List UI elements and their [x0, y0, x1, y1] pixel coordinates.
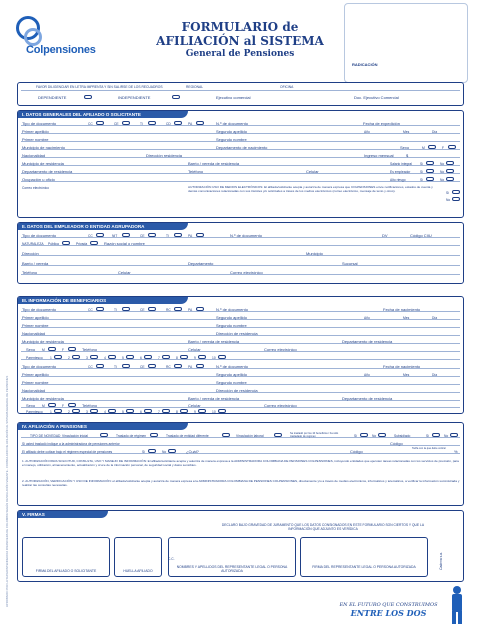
ben2-par-option-8[interactable]: [180, 409, 188, 413]
doc-option-pa[interactable]: [196, 121, 204, 125]
ben2-dia: Día: [432, 373, 438, 377]
cual-label: ¿Cuál?: [186, 449, 199, 454]
regimen-si-option[interactable]: [148, 449, 156, 453]
doc-code-pa: PA: [188, 122, 193, 126]
autorizacion-si-option[interactable]: [452, 190, 460, 194]
autorizacion-no-option[interactable]: [452, 197, 460, 201]
ben1-correo-label: Correo electrónico: [264, 347, 297, 352]
ben1-telefono-label: Teléfono: [82, 347, 98, 352]
ben2-doc-option-rc[interactable]: [174, 364, 182, 368]
naturaleza-label: NATURALEZA: [22, 242, 44, 246]
ben1-par-8: 8: [176, 356, 178, 360]
sexo-label: Sexo: [400, 145, 410, 150]
section-afiliado-title: I. DATOS GENERALES DEL AFILIADO O SOLICITANTE: [18, 111, 188, 118]
ben1-doc-option-ce[interactable]: [148, 307, 156, 311]
riesgo-si-option[interactable]: [426, 177, 434, 181]
muni-res-label: Municipio de residencia: [22, 161, 64, 166]
section-afiliacion-title: IV. AFILIACIÓN A PENSIONES: [18, 423, 188, 430]
primer-apellido-label: Primer apellido: [22, 129, 49, 134]
ben2-doc-option-cc[interactable]: [96, 364, 104, 368]
section-empleador: [17, 222, 464, 284]
ben2-par-option-9[interactable]: [198, 409, 206, 413]
traslado-ent-option[interactable]: [222, 433, 230, 437]
ben1-par-option-6[interactable]: [144, 355, 152, 359]
ben2-muni-label: Municipio de residencia: [22, 396, 64, 401]
regimen-si-label: Sí: [142, 450, 146, 454]
doc-code-cd: CD: [166, 122, 171, 126]
ben1-nacionalidad-label: Nacionalidad: [22, 331, 46, 336]
ben2-direccion-label: Dirección de residencia: [216, 388, 258, 393]
top-info-box: [17, 82, 464, 106]
emp-doc-option-ti[interactable]: [174, 233, 182, 237]
side-approval-text: [2, 290, 10, 620]
emp-depto-label: Departamento: [188, 261, 214, 266]
ben2-parentesco-label: Parentesco: [26, 410, 43, 414]
ben1-direccion-label: Dirección de residencia: [216, 331, 258, 336]
firma-afiliado-label: FIRMA DEL AFILIADO O SOLICITANTE: [35, 569, 97, 573]
ben1-doc-cc: CC: [88, 308, 93, 312]
emp-doc-cc: CC: [88, 234, 93, 238]
ben1-par-5: 5: [122, 356, 124, 360]
ben2-doc-option-ce[interactable]: [148, 364, 156, 368]
ben1-celular-label: Celular: [188, 347, 201, 352]
alto-riesgo-label: Alto riesgo: [390, 178, 406, 182]
ben2-telefono-label: Teléfono: [82, 403, 98, 408]
emp-doc-ti: TI: [166, 234, 169, 238]
ben1-par-3: 3: [86, 356, 88, 360]
ben2-par-10: 10: [212, 410, 216, 414]
nombre-rep-label: NOMBRES Y APELLIDOS DEL REPRESENTANTE LEGAL O PERSONA AUTORIZADA: [176, 565, 288, 573]
ben2-celular-label: Celular: [188, 403, 201, 408]
ben2-apellido2-label: Segundo apellido: [216, 372, 247, 377]
ben1-par-option-5[interactable]: [126, 355, 134, 359]
barrio-label: Barrio / vereda de residencia: [188, 161, 240, 166]
ben1-f-label: F: [62, 348, 65, 352]
sexo-f-label: F: [442, 146, 445, 150]
section-afiliacion: [17, 422, 464, 506]
ben2-tipo-doc-label: Tipo de documento: [22, 364, 57, 369]
autorizacion-info-1: 1. AUTORIZACIÓN PARA SOLICITUD, CONSULTA, USO Y MANEJO DE INFORMACIÓN: El afiliado/solicitante acepta y autoriza de manera expresa a la ADMINISTRADORA COLOMBIANA DE PENSIONES COLPENSIONES, incluyendo entidades que ejecuten tareas relacionadas con los servicios de previsión, para el manejo, utilización, almacenamiento, actualización y cruce de la información personal, de seguridad social y datos sensibles.: [22, 459, 459, 467]
ben1-doc-option-ti[interactable]: [122, 307, 130, 311]
emp-municipio-label: Municipio: [306, 251, 323, 256]
ben1-f-option[interactable]: [68, 347, 76, 351]
ben1-nombre1-label: Primer nombre: [22, 323, 49, 328]
ben2-doc-ce: CE: [140, 365, 145, 369]
subsidiado-no-option[interactable]: [450, 433, 458, 437]
ben1-apellido1-label: Primer apellido: [22, 315, 49, 320]
dependiente-option[interactable]: [84, 95, 92, 99]
oficina-label: OFICINA: [280, 85, 294, 89]
ben2-depto-label: Departamento de residencia: [342, 396, 393, 401]
ben1-par-1: 1: [50, 356, 52, 360]
ben2-par-7: 7: [158, 410, 160, 414]
ben1-par-4: 4: [104, 356, 106, 360]
emp-n-doc-label: N.º de documento: [230, 233, 262, 238]
direccion-label: Dirección residencia: [146, 153, 183, 158]
ben2-par-option-1[interactable]: [54, 409, 62, 413]
emp-ciiu-label: Código CIIU: [410, 233, 432, 238]
emp-dv-label: DV: [382, 233, 388, 238]
ben1-apellido2-label: Segundo apellido: [216, 315, 247, 320]
ben2-doc-option-ti[interactable]: [122, 364, 130, 368]
emp-doc-nit: NIT: [112, 234, 118, 238]
trasladado-question: Si usted trasladó indique a la administradora de pensiones anterior: [22, 442, 120, 446]
vinc-laboral-label: Vinculación laboral: [236, 434, 264, 438]
riesgo-si-label: Sí: [420, 178, 424, 182]
emp-doc-pa: PA: [188, 234, 193, 238]
ben2-par-9: 9: [194, 410, 196, 414]
subsidiado-si-option[interactable]: [432, 433, 440, 437]
ben1-fecha-label: Fecha de nacimiento: [383, 307, 421, 312]
doc-code-ti: TI: [140, 122, 143, 126]
segundo-apellido-label: Segundo apellido: [216, 129, 247, 134]
autorizacion-info-2: 2. AUTORIZACIÓN, VERIFICACIÓN Y USO DE INFORMACIÓN: el afiliado/solicitante acepta y autoriza de manera expresa a la ADMINISTRADORA COLOMBIANA DE PENSIONES COLPENSIONES, directamente y/o a través de medios electrónicos, informáticos y telemáticos, a verificar la información suministrada y realizar las consultas necesarias.: [22, 479, 460, 487]
ben2-par-option-7[interactable]: [162, 409, 170, 413]
subsidiado-label: Subsidiado: [394, 434, 411, 438]
brand-name: Colpensiones: [26, 44, 96, 56]
emp-celular-label: Celular: [118, 270, 131, 275]
segundo-nombre-label: Segundo nombre: [216, 137, 247, 142]
ben2-fecha-label: Fecha de nacimiento: [383, 364, 421, 369]
ben2-par-6: 6: [140, 410, 142, 414]
regimen-no-option[interactable]: [168, 449, 176, 453]
ben2-par-option-2[interactable]: [72, 409, 80, 413]
ben1-nombre2-label: Segundo nombre: [216, 323, 247, 328]
footer-line2: ENTRE LOS DOS: [350, 608, 427, 618]
ben2-doc-option-pa[interactable]: [196, 364, 204, 368]
doc-option-cd[interactable]: [174, 121, 182, 125]
ben2-mes: Mes: [403, 373, 410, 377]
ben2-par-option-6[interactable]: [144, 409, 152, 413]
section-firmas-title: V. FIRMAS: [18, 511, 108, 518]
doc-option-cc[interactable]: [96, 121, 104, 125]
ben2-par-option-5[interactable]: [126, 409, 134, 413]
ben2-doc-cc: CC: [88, 365, 93, 369]
ben2-par-option-3[interactable]: [90, 409, 98, 413]
dia-label: Día: [432, 130, 438, 134]
ben2-apellido1-label: Primer apellido: [22, 372, 49, 377]
radicacion-box[interactable]: [344, 3, 468, 83]
emp-barrio-label: Barrio / vereda: [22, 261, 49, 266]
salario-si-label: Sí: [420, 162, 424, 166]
ben1-doc-ti: TI: [114, 308, 117, 312]
ben2-par-3: 3: [86, 410, 88, 414]
ben1-barrio-label: Barrio / vereda de residencia: [188, 339, 240, 344]
ingreso-label: Ingreso mensual: [364, 153, 394, 158]
independiente-label: INDEPENDIENTE: [118, 95, 151, 100]
ben1-m-label: M: [42, 348, 45, 352]
form-title: [140, 20, 340, 59]
traslado-no-option[interactable]: [378, 433, 386, 437]
title-line1: FORMULARIO de AFILIACIÓN al SISTEMA: [156, 20, 324, 48]
ben2-par-5: 5: [122, 410, 124, 414]
doc-ejecutivo-label: Doc. Ejecutivo Comercial: [354, 95, 399, 100]
vinculacion-option[interactable]: [100, 433, 108, 437]
ben2-f-label: F: [62, 404, 65, 408]
section-firmas: [17, 510, 464, 582]
ben1-par-option-7[interactable]: [162, 355, 170, 359]
ben1-par-9: 9: [194, 356, 196, 360]
ben1-par-7: 7: [158, 356, 160, 360]
publica-option[interactable]: [62, 241, 70, 245]
sexo-m-option[interactable]: [428, 145, 436, 149]
publica-label: Pública: [48, 242, 59, 246]
emp-doc-ce: CE: [140, 234, 145, 238]
sexo-m-label: M: [422, 146, 425, 150]
ben1-m-option[interactable]: [48, 347, 56, 351]
ben1-doc-option-rc[interactable]: [174, 307, 182, 311]
ben1-tipo-doc-label: Tipo de documento: [22, 307, 57, 312]
ben2-par-option-10[interactable]: [218, 409, 226, 413]
empleador-si-option[interactable]: [426, 169, 434, 173]
doc-option-ce[interactable]: [122, 121, 130, 125]
ben1-par-option-4[interactable]: [108, 355, 116, 359]
subsidiado-no-label: No: [444, 434, 449, 438]
ejecutivo-label: Ejecutivo comercial: [216, 95, 251, 100]
codigo-label-2: Código: [350, 449, 363, 454]
empleador-si-label: Sí: [420, 170, 424, 174]
print-note: FAVOR DILIGENCIAR EN LETRA IMPRENTA Y SIN SALIRSE DE LOS RECUADROS: [36, 85, 163, 89]
dependiente-label: DEPENDIENTE: [38, 95, 67, 100]
privada-label: Privada: [76, 242, 88, 246]
ben2-anio: Año: [364, 373, 370, 377]
ben1-sexo-label: Sexo: [26, 347, 36, 352]
regional-label: REGIONAL: [186, 85, 204, 89]
title-line2: General de Pensiones: [185, 49, 295, 59]
emp-tipo-doc-label: Tipo de documento: [22, 233, 57, 238]
ben1-depto-label: Departamento de residencia: [342, 339, 393, 344]
empleador-no-label: No: [440, 170, 445, 174]
vinculacion-label: Vinculación inicial: [62, 434, 88, 438]
se-traslado-label: Se trasladó por los 10 beneficios / ha sido trasladado de régimen: [290, 432, 339, 438]
doc-option-ti[interactable]: [148, 121, 156, 125]
ben2-correo-label: Correo electrónico: [264, 403, 297, 408]
ben2-f-option[interactable]: [68, 403, 76, 407]
person-icon: [447, 586, 467, 624]
section-empleador-title: II. DATOS DEL EMPLEADOR O ENTIDAD AGRUPADORA: [18, 223, 188, 230]
ben1-doc-rc: RC: [166, 308, 171, 312]
subsidiado-si-label: Sí: [426, 434, 430, 438]
autorizacion-medios: AUTORIZACIÓN USO DE MEDIOS ELECTRÓNICOS: El afiliado/solicitante acepta y autoriza de manera expresa que COLPENSIONES envíe notificaciones, estados de cuenta y demás comunicaciones relacionadas con sus trámites y/o solicitudes a través de los medios electrónicos (correo electrónico, mensaje de texto y otros).: [188, 185, 433, 193]
cedula-label: C.C.: [168, 557, 175, 561]
ben1-par-6: 6: [140, 356, 142, 360]
mes-label: Mes: [403, 130, 410, 134]
muni-nac-label: Municipio de nacimiento: [22, 145, 65, 150]
anio-label: Año: [364, 130, 370, 134]
depto-res-label: Departamento de residencia: [22, 169, 73, 174]
ben2-nombre1-label: Primer nombre: [22, 380, 49, 385]
codigo-label: Código: [390, 441, 403, 446]
telefono-label: Teléfono: [188, 169, 204, 174]
ben1-doc-pa: PA: [188, 308, 193, 312]
regimen-especial-question: El afiliado debe cotizar bajo el régimen especial de pensiones: [22, 450, 113, 454]
nacionalidad-label: Nacionalidad: [22, 153, 46, 158]
cadena-brand: Cadena s.a.: [438, 552, 443, 570]
n-doc-label: N.º de documento: [216, 121, 248, 126]
ben1-par-option-2[interactable]: [72, 355, 80, 359]
footer-slogan: [336, 602, 441, 618]
section-beneficiarios-title: III. INFORMACIÓN DE BENEFICIARIOS: [18, 297, 188, 304]
firma-rep-box[interactable]: [300, 537, 428, 577]
ben2-par-8: 8: [176, 410, 178, 414]
vinc-laboral-option[interactable]: [274, 433, 282, 437]
ben1-doc-ce: CE: [140, 308, 145, 312]
ben2-par-option-4[interactable]: [108, 409, 116, 413]
ben1-doc-option-pa[interactable]: [196, 307, 204, 311]
ben2-sexo-label: Sexo: [26, 403, 36, 408]
declaracion: DECLARO BAJO GRAVEDAD DE JURAMENTO QUE LOS DATOS CONSIGNADOS EN ESTE FORMULARIO SON CIERTOS Y QUE LA INFORMACIÓN QUE ADJUNTO ES VERÍDICA: [221, 523, 425, 531]
ben1-dia: Día: [432, 316, 438, 320]
ben2-par-2: 2: [68, 410, 70, 414]
ben1-par-option-10[interactable]: [218, 355, 226, 359]
emp-doc-option-nit[interactable]: [122, 233, 130, 237]
ben2-nacionalidad-label: Nacionalidad: [22, 388, 46, 393]
tipo-doc-label: Tipo de documento: [22, 121, 57, 126]
doc-code-ce: CE: [114, 122, 119, 126]
depto-nac-label: Departamento de nacimiento: [216, 145, 268, 150]
traslado-ent-label: Traslado de entidad diferente: [166, 434, 209, 438]
emp-sucursal-label: Sucursal: [342, 261, 358, 266]
tarifa-label: Tarifa con la que debe cotizar: [412, 447, 446, 450]
emp-doc-option-pa[interactable]: [196, 233, 204, 237]
privada-option[interactable]: [90, 241, 98, 245]
ben1-anio: Año: [364, 316, 370, 320]
ben2-par-4: 4: [104, 410, 106, 414]
firma-rep-label: FIRMA DEL REPRESENTANTE LEGAL O PERSONA AUTORIZADA: [312, 565, 416, 569]
ben1-par-option-1[interactable]: [54, 355, 62, 359]
traslado-no-label: No: [372, 434, 377, 438]
ocupacion-label: Ocupación u oficio: [22, 177, 55, 182]
ben1-mes: Mes: [403, 316, 410, 320]
pct-symbol: %: [454, 449, 458, 454]
ben2-nombre2-label: Segundo nombre: [216, 380, 247, 385]
salario-si-option[interactable]: [426, 161, 434, 165]
ingreso-symbol: $: [406, 153, 409, 158]
traslado-reg-option[interactable]: [150, 433, 158, 437]
riesgo-no-option[interactable]: [446, 177, 454, 181]
emp-doc-option-cc[interactable]: [96, 233, 104, 237]
ben1-par-option-8[interactable]: [180, 355, 188, 359]
ben1-par-option-3[interactable]: [90, 355, 98, 359]
empleador-no-option[interactable]: [446, 169, 454, 173]
ben1-n-doc-label: N.º de documento: [216, 307, 248, 312]
ben2-n-doc-label: N.º de documento: [216, 364, 248, 369]
primer-nombre-label: Primer nombre: [22, 137, 49, 142]
traslado-si-label: Sí: [354, 434, 358, 438]
ben2-barrio-label: Barrio / vereda de residencia: [188, 396, 240, 401]
section-afiliado: [17, 110, 464, 218]
autorizacion-si-label: Sí: [446, 191, 450, 195]
doc-code-cc: CC: [88, 122, 93, 126]
autorizacion-no-label: No: [446, 198, 451, 202]
radicacion-label: RADICACIÓN: [352, 62, 378, 67]
ben1-par-option-9[interactable]: [198, 355, 206, 359]
ben2-m-option[interactable]: [48, 403, 56, 407]
ben2-par-1: 1: [50, 410, 52, 414]
sexo-f-option[interactable]: [448, 145, 456, 149]
empleador-label: Es empleador: [390, 170, 411, 174]
ben2-m-label: M: [42, 404, 45, 408]
traslado-reg-label: Traslado de régimen: [116, 434, 147, 438]
correo-label: Correo electrónico: [22, 186, 49, 190]
ben2-doc-rc: RC: [166, 365, 171, 369]
ben1-muni-label: Municipio de residencia: [22, 339, 64, 344]
regimen-no-label: No: [162, 450, 167, 454]
fecha-exp-label: Fecha de expedición: [363, 121, 400, 126]
celular-label: Celular: [306, 169, 319, 174]
colpensiones-logo: [16, 14, 94, 58]
ben1-par-2: 2: [68, 356, 70, 360]
razon-label: Razón social o nombre: [104, 241, 145, 246]
traslado-si-option[interactable]: [360, 433, 368, 437]
footer-line1: EN EL FUTURO QUE CONSTRUIMOS: [339, 602, 438, 608]
salario-no-option[interactable]: [446, 161, 454, 165]
emp-correo-label: Correo electrónico: [230, 270, 263, 275]
ben1-doc-option-cc[interactable]: [96, 307, 104, 311]
section-beneficiarios: [17, 296, 464, 414]
ben1-par-10: 10: [212, 356, 216, 360]
huella-label: HUELLA AFILIADO: [123, 569, 153, 573]
emp-doc-option-ce[interactable]: [148, 233, 156, 237]
ben1-parentesco-label: Parentesco: [26, 356, 43, 360]
salario-no-label: No: [440, 162, 445, 166]
salario-label: Salario integral: [390, 162, 412, 166]
emp-telefono-label: Teléfono: [22, 270, 38, 275]
ben2-doc-ti: TI: [114, 365, 117, 369]
tipo-novedad-label: TIPO DE NOVEDAD: [30, 434, 61, 438]
side-text: APROBADO POR LA SUPERINTENDENCIA FINANCIERA DE COLOMBIA SEGÚN RESOLUCIÓN VIGENTE - FORMULARIO DE AFILIACIÓN AL SISTEMA GENERAL DE PENSIONES: [5, 375, 9, 607]
emp-direccion-label: Dirección: [22, 251, 39, 256]
riesgo-no-label: No: [440, 178, 445, 182]
independiente-option[interactable]: [172, 95, 180, 99]
ben2-doc-pa: PA: [188, 365, 193, 369]
